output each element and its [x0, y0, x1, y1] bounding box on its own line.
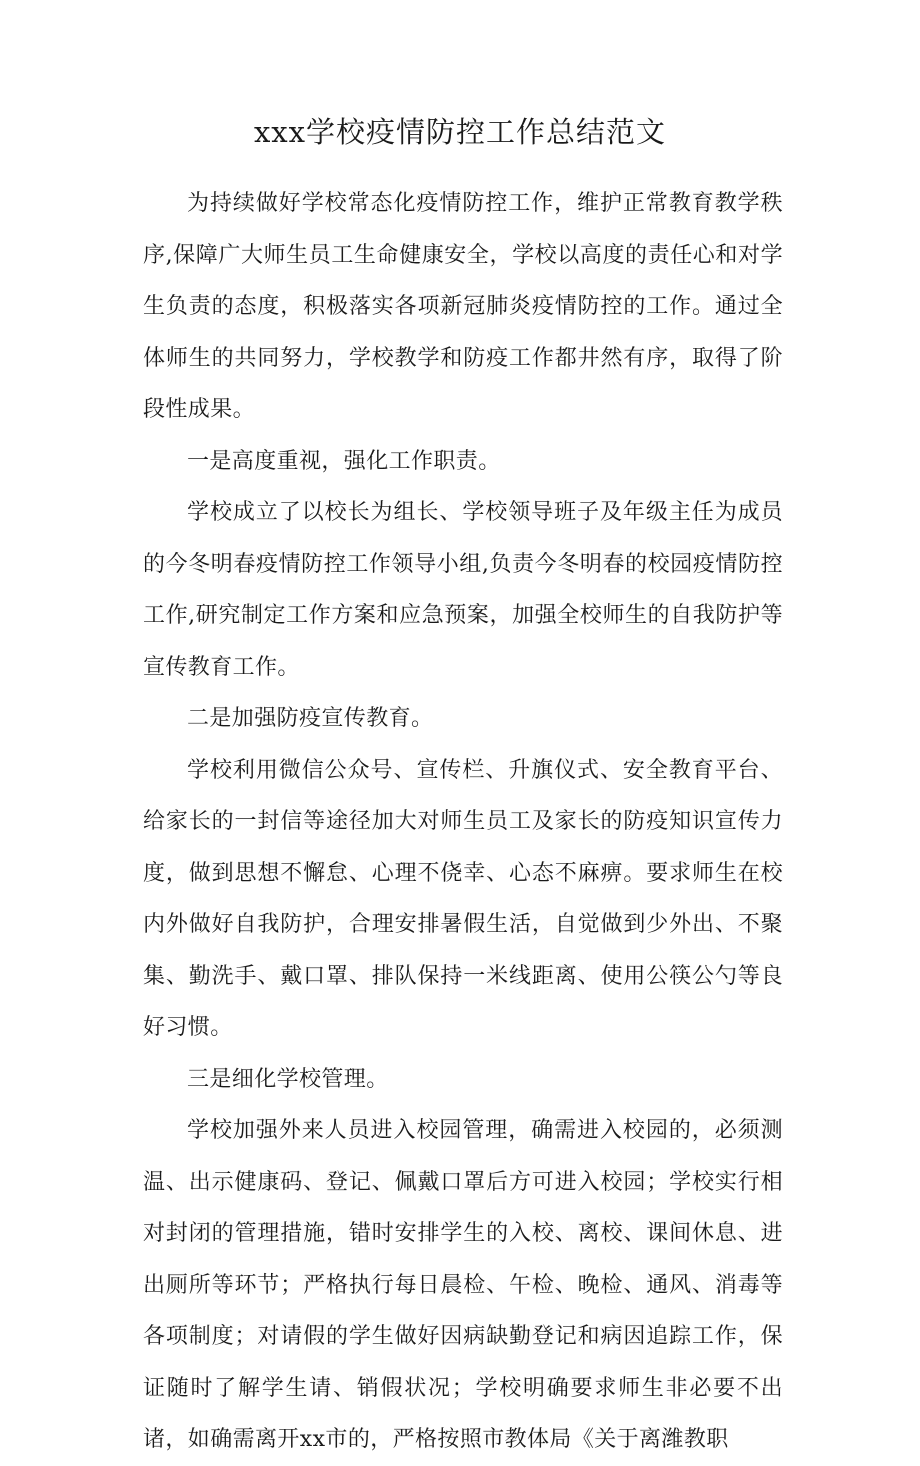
paragraph-section-1: 学校成立了以校长为组长、学校领导班子及年级主任为成员的今冬明春疫情防控工作领导小组,负责今冬明春的校园疫情防控工作,研究制定工作方案和应急预案，加强全校师生的自我防护等宣传教育工作。 [143, 500, 783, 680]
section-heading-3: 三是细化学校管理。 [187, 1066, 389, 1092]
paragraph-section-3: 学校加强外来人员进入校园管理，确需进入校园的，必须测温、出示健康码、登记、佩戴口罩后方可进入校园；学校实行相对封闭的管理措施，错时安排学生的入校、离校、课间休息、进出厕所等环节；严格执行每日晨检、午检、晚检、通风、消毒等各项制度；对请假的学生做好因病缺勤登记和病因追踪工作，保证随时了解学生请、销假状况；学校明确要求师生非必要不出诸，如确需离开xx市的，严格按照市教体局《关于离潍教职 [143, 1118, 783, 1452]
section-heading-1: 一是高度重视，强化工作职责。 [187, 448, 501, 474]
document-body [143, 178, 783, 1466]
document-title: xxx学校疫情防控工作总结范文 [253, 115, 667, 149]
section-heading-2: 二是加强防疫宣传教育。 [187, 706, 434, 731]
paragraph-intro: 为持续做好学校常态化疫情防控工作，维护正常教育教学秩序,保障广大师生员工生命健康安全，学校以高度的责任心和对学生负责的态度，积极落实各项新冠肺炎疫情防控的工作。通过全体师生的共同努力，学校教学和防疫工作都井然有序，取得了阶段性成果。 [143, 191, 783, 422]
paragraph-section-2: 学校利用微信公众号、宣传栏、升旗仪式、安全教育平台、给家长的一封信等途径加大对师生员工及家长的防疫知识宣传力度，做到思想不懈怠、心理不侥幸、心态不麻痹。要求师生在校内外做好自我防护，合理安排暑假生活，自觉做到少外出、不聚集、勤洗手、戴口罩、排队保持一米线距离、使用公筷公勺等良好习惯。 [143, 757, 783, 1040]
